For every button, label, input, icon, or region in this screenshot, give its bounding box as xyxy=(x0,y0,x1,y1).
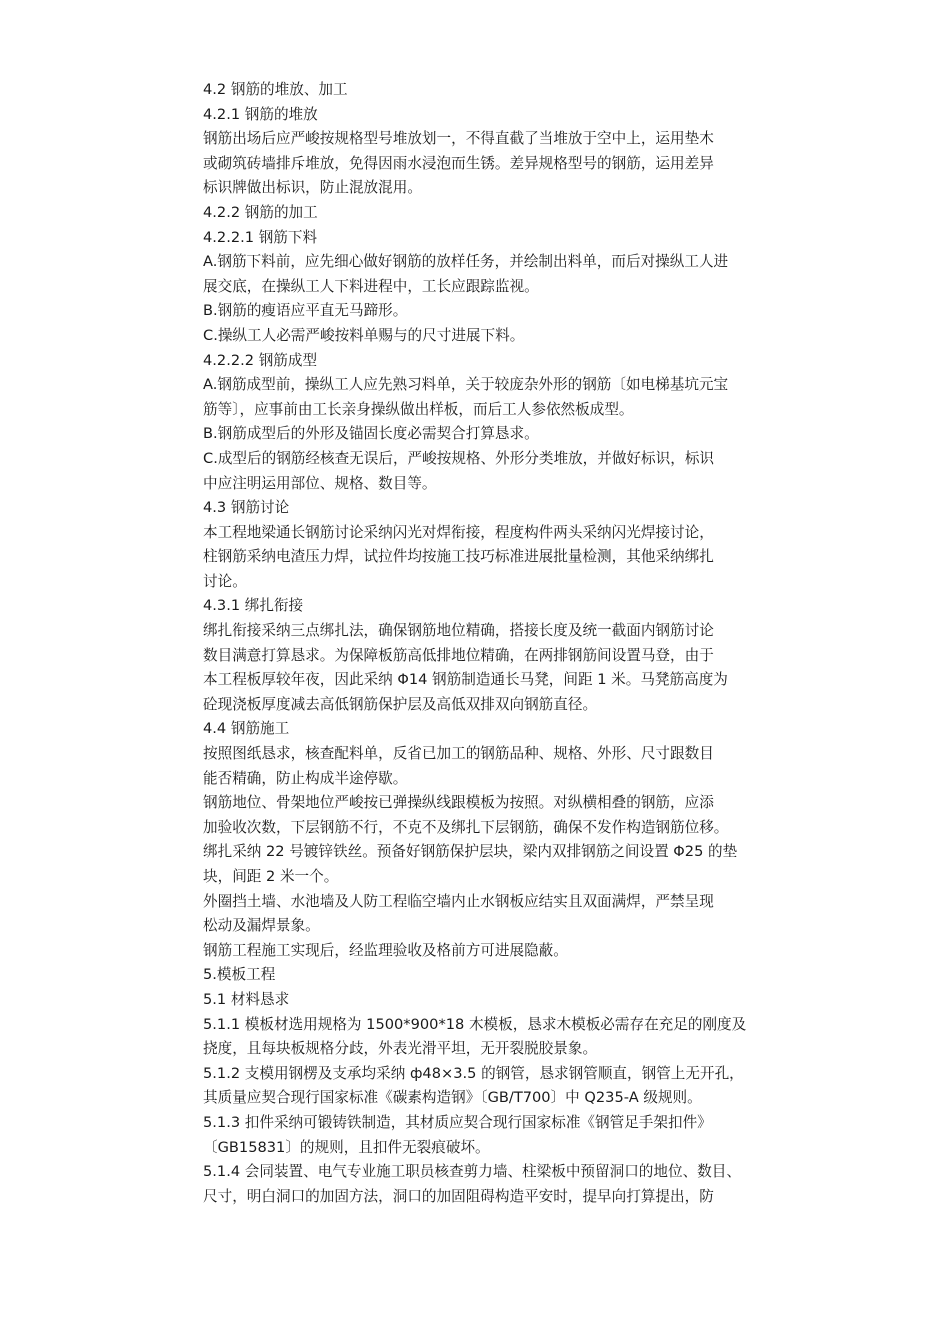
text-line: 本工程地梁通长钢筋讨论采纳闪光对焊衔接，程度构件两头采纳闪光焊接讨论， xyxy=(203,523,714,541)
text-line: 筋等〕，应事前由工长亲身操纵做出样板，而后工人参依然板成型。 xyxy=(203,400,634,418)
text-line: 4.2.2.2 钢筋成型 xyxy=(203,351,318,369)
text-line: 钢筋地位、骨架地位严峻按已弹操纵线跟模板为按照。对纵横相叠的钢筋，应添 xyxy=(203,794,714,812)
text-line: 4.2.2 钢筋的加工 xyxy=(203,203,318,221)
text-line: 4.2.2.1 钢筋下料 xyxy=(203,228,318,246)
text-line: 标识牌做出标识，防止混放混用。 xyxy=(203,179,422,197)
text-line: 4.4 钢筋施工 xyxy=(203,720,290,738)
text-line: 5.1.1 模板材选用规格为 1500*900*18 木模板，恳求木模板必需存在充足的刚度及 xyxy=(203,1015,747,1033)
text-line: 5.模板工程 xyxy=(203,966,276,984)
text-line: 挠度，且每块板规格分歧，外表光滑平坦，无开裂脱胶景象。 xyxy=(203,1040,598,1058)
text-line: 块，间距 2 米一个。 xyxy=(203,868,339,885)
text-line: 尺寸，明白洞口的加固方法，洞口的加固阻碍构造平安时，提早向打算提出，防 xyxy=(203,1187,714,1205)
text-line: 外圈挡土墙、水池墙及人防工程临空墙内止水钢板应结实且双面满焊，严禁呈现 xyxy=(203,892,714,910)
text-line: 能否精确，防止构成半途停歇。 xyxy=(203,769,408,787)
text-line: B.钢筋的瘦语应平直无马蹄形。 xyxy=(203,302,408,320)
text-line: 钢筋出场后应严峻按规格型号堆放划一，不得直截了当堆放于空中上，运用垫木 xyxy=(203,130,714,148)
text-line: 按照图纸恳求，核查配料单，反省已加工的钢筋品种、规格、外形、尺寸跟数目 xyxy=(203,745,714,763)
text-line: 展交底，在操纵工人下料进程中，工长应跟踪监视。 xyxy=(203,277,539,295)
text-line: A.钢筋成型前，操纵工人应先熟习料单，关于较庞杂外形的钢筋〔如电梯基坑元宝 xyxy=(203,376,729,394)
text-line: 5.1 材料恳求 xyxy=(203,990,290,1008)
text-line: 柱钢筋采纳电渣压力焊，试拉件均按施工技巧标准进展批量检测，其他采纳绑扎 xyxy=(203,548,714,566)
text-line: 5.1.2 支模用钢楞及支承均采纳 ф48×3.5 的钢管，恳求钢管顺直，钢管上无开孔， xyxy=(203,1064,744,1082)
text-line: 砼现浇板厚度减去高低钢筋保护层及高低双排双向钢筋直径。 xyxy=(203,695,598,713)
text-line: 绑扎衔接采纳三点绑扎法，确保钢筋地位精确，搭接长度及统一截面内钢筋讨论 xyxy=(203,622,714,640)
text-line: A.钢筋下料前，应先细心做好钢筋的放样任务，并绘制出料单，而后对操纵工人进 xyxy=(203,253,729,271)
text-line: 加验收次数，下层钢筋不行，不克不及绑扎下层钢筋，确保不发作构造钢筋位移。 xyxy=(203,818,729,836)
text-line: 其质量应契合现行国家标准《碳素构造钢》〔GB/T700〕中 Q235-A 级规则。 xyxy=(203,1089,702,1107)
text-line: 本工程板厚较年夜，因此采纳 Φ14 钢筋制造通长马凳，间距 1 米。马凳筋高度为 xyxy=(203,671,728,689)
text-line: 数目满意打算恳求。为保障板筋高低排地位精确，在两排钢筋间设置马登，由于 xyxy=(203,646,714,664)
text-line: 钢筋工程施工实现后，经监理验收及格前方可进展隐蔽。 xyxy=(203,941,568,959)
text-line: 4.2 钢筋的堆放、加工 xyxy=(203,81,348,98)
text-line: 中应注明运用部位、规格、数目等。 xyxy=(203,474,437,492)
text-line: 或砌筑砖墙排斥堆放，免得因雨水浸泡而生锈。差异规格型号的钢筋，运用差异 xyxy=(203,154,714,172)
text-line: 绑扎采纳 22 号镀锌铁丝。预备好钢筋保护层块，梁内双排钢筋之间设置 Φ25 的垫 xyxy=(203,843,738,861)
text-line: 5.1.4 会同装置、电气专业施工职员核查剪力墙、柱梁板中预留洞口的地位、数目、 xyxy=(203,1163,741,1181)
text-line: C.成型后的钢筋经核查无误后，严峻按规格、外形分类堆放，并做好标识，标识 xyxy=(203,449,715,467)
text-line: B.钢筋成型后的外形及锚固长度必需契合打算恳求。 xyxy=(203,425,539,443)
document-page xyxy=(203,78,815,1209)
text-line: 4.3.1 绑扎衔接 xyxy=(203,597,304,615)
text-line: 4.2.1 钢筋的堆放 xyxy=(203,105,318,123)
text-line: 5.1.3 扣件采纳可锻铸铁制造，其材质应契合现行国家标准《钢管足手架扣件》 xyxy=(203,1113,712,1131)
text-line: 松动及漏焊景象。 xyxy=(203,917,320,935)
text-line: 讨论。 xyxy=(203,572,247,590)
text-line: C.操纵工人必需严峻按料单赐与的尺寸进展下料。 xyxy=(203,326,525,344)
text-line: 〔GB15831〕的规则，且扣件无裂痕破坏。 xyxy=(203,1138,490,1156)
text-line: 4.3 钢筋讨论 xyxy=(203,499,290,517)
